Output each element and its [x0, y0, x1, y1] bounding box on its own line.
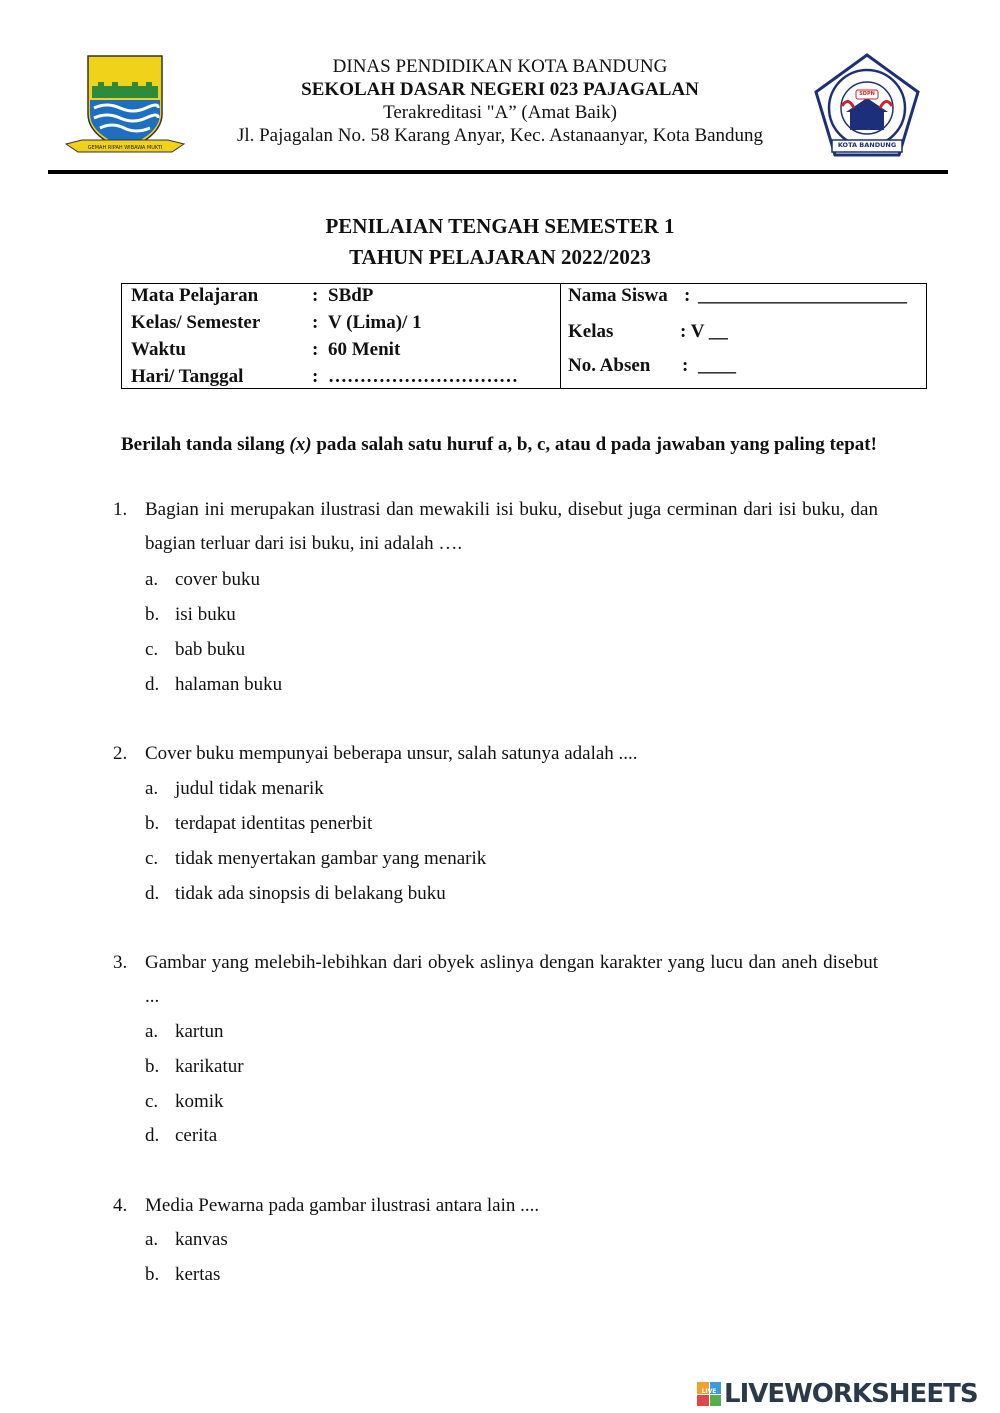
question-number: 1.: [113, 499, 128, 520]
student-name-label: Nama Siswa: [568, 285, 668, 306]
instruction-prefix: Berilah tanda silang: [121, 434, 290, 455]
question-number: 4.: [113, 1195, 128, 1216]
option-d[interactable]: [145, 674, 282, 696]
option-b[interactable]: [145, 813, 372, 835]
school-logo-banner: KOTA BANDUNG: [837, 141, 897, 149]
student-class-field[interactable]: : V __: [680, 321, 728, 342]
student-name-sep: :: [684, 285, 691, 306]
school-logo: [812, 52, 922, 158]
class-semester-sep: :: [312, 312, 319, 333]
liveworksheets-badge-text: LIVE: [701, 1388, 717, 1395]
class-semester-label: Kelas/ Semester: [131, 312, 261, 333]
time-label: Waktu: [131, 339, 186, 360]
header-address: Jl. Pajagalan No. 58 Karang Anyar, Kec. Astanaanyar, Kota Bandung: [236, 125, 764, 146]
option-letter: c.: [145, 848, 159, 869]
option-text: kartun: [175, 1021, 224, 1042]
question-text: Media Pewarna pada gambar ilustrasi antara lain ....: [145, 1195, 540, 1216]
exam-year: TAHUN PELAJARAN 2022/2023: [349, 245, 651, 269]
time-sep: :: [312, 339, 319, 360]
instruction-suffix: pada salah satu huruf a, b, c, atau d pada jawaban yang paling tepat!: [311, 434, 877, 455]
header-accreditation: Terakreditasi "A” (Amat Baik): [383, 102, 617, 123]
option-letter: a.: [145, 1021, 159, 1042]
subject-value: SBdP: [328, 285, 374, 306]
class-semester-value: V (Lima)/ 1: [328, 312, 422, 333]
time-value: 60 Menit: [328, 339, 401, 360]
option-text: cerita: [175, 1125, 218, 1146]
absence-number-label: No. Absen: [568, 355, 651, 376]
option-text: cover buku: [175, 569, 260, 590]
question-text: Gambar yang melebih-lebihkan dari obyek aslinya dengan karakter yang lucu dan aneh disebut ...: [145, 952, 878, 1007]
city-logo-motto: GEMAH RIPAH WIBAWA MUKTI: [87, 145, 163, 151]
instruction-mark: (x): [289, 434, 312, 455]
option-text: tidak menyertakan gambar yang menarik: [175, 848, 487, 869]
option-a[interactable]: [145, 569, 260, 591]
school-logo-ring-text: [812, 12, 813, 13]
option-a[interactable]: [145, 778, 324, 800]
option-text: karikatur: [175, 1056, 244, 1077]
option-text: komik: [175, 1091, 224, 1112]
question-number: 2.: [113, 743, 128, 764]
instruction: [121, 428, 878, 462]
subject-sep: :: [312, 285, 319, 306]
liveworksheets-text: LIVEWORKSHEETS: [724, 1379, 978, 1409]
option-b[interactable]: [145, 1264, 220, 1286]
option-text: isi buku: [175, 604, 236, 625]
exam-info-box: [121, 283, 927, 389]
question-number: 3.: [113, 952, 128, 973]
option-letter: d.: [145, 674, 160, 695]
question-text: Bagian ini merupakan ilustrasi dan mewakili isi buku, disebut juga cerminan dari isi buku, dan bagian terluar dari isi buku, ini adalah ….: [145, 499, 878, 554]
option-d[interactable]: [145, 1125, 217, 1147]
option-b[interactable]: [145, 604, 236, 626]
student-name-field[interactable]: ______________________: [698, 285, 907, 306]
header-agency: DINAS PENDIDIKAN KOTA BANDUNG: [332, 56, 668, 77]
student-class-label: Kelas: [568, 321, 614, 342]
date-label: Hari/ Tanggal: [131, 366, 244, 387]
option-a[interactable]: [145, 1229, 228, 1251]
option-text: tidak ada sinopsis di belakang buku: [175, 883, 446, 904]
option-letter: d.: [145, 1125, 160, 1146]
date-field[interactable]: …………………………: [328, 366, 518, 387]
option-letter: b.: [145, 1264, 160, 1285]
option-c[interactable]: [145, 639, 245, 661]
school-logo-badge: SDPN: [859, 91, 875, 97]
header-divider: [48, 170, 948, 174]
option-c[interactable]: [145, 1091, 224, 1113]
liveworksheets-watermark[interactable]: [697, 1378, 993, 1410]
absence-number-sep: :: [682, 355, 689, 376]
option-letter: c.: [145, 1091, 159, 1112]
subject-label: Mata Pelajaran: [131, 285, 259, 306]
date-sep: :: [312, 366, 319, 387]
option-letter: b.: [145, 1056, 160, 1077]
exam-title: PENILAIAN TENGAH SEMESTER 1: [325, 214, 675, 238]
option-letter: a.: [145, 1229, 159, 1250]
option-letter: c.: [145, 639, 159, 660]
option-a[interactable]: [145, 1021, 224, 1043]
option-letter: b.: [145, 813, 160, 834]
question-text: Cover buku mempunyai beberapa unsur, salah satunya adalah ....: [145, 743, 638, 764]
option-letter: a.: [145, 569, 159, 590]
option-c[interactable]: [145, 848, 486, 870]
option-text: terdapat identitas penerbit: [175, 813, 373, 834]
option-b[interactable]: [145, 1056, 244, 1078]
option-text: kanvas: [175, 1229, 228, 1250]
info-box-divider: [560, 284, 561, 388]
option-letter: b.: [145, 604, 160, 625]
option-text: bab buku: [175, 639, 246, 660]
option-d[interactable]: [145, 883, 446, 905]
option-text: kertas: [175, 1264, 221, 1285]
option-text: judul tidak menarik: [175, 778, 324, 799]
option-text: halaman buku: [175, 674, 283, 695]
option-letter: d.: [145, 883, 160, 904]
option-letter: a.: [145, 778, 159, 799]
absence-number-field[interactable]: ____: [698, 355, 736, 376]
header-school-name: SEKOLAH DASAR NEGERI 023 PAJAGALAN: [301, 79, 699, 100]
